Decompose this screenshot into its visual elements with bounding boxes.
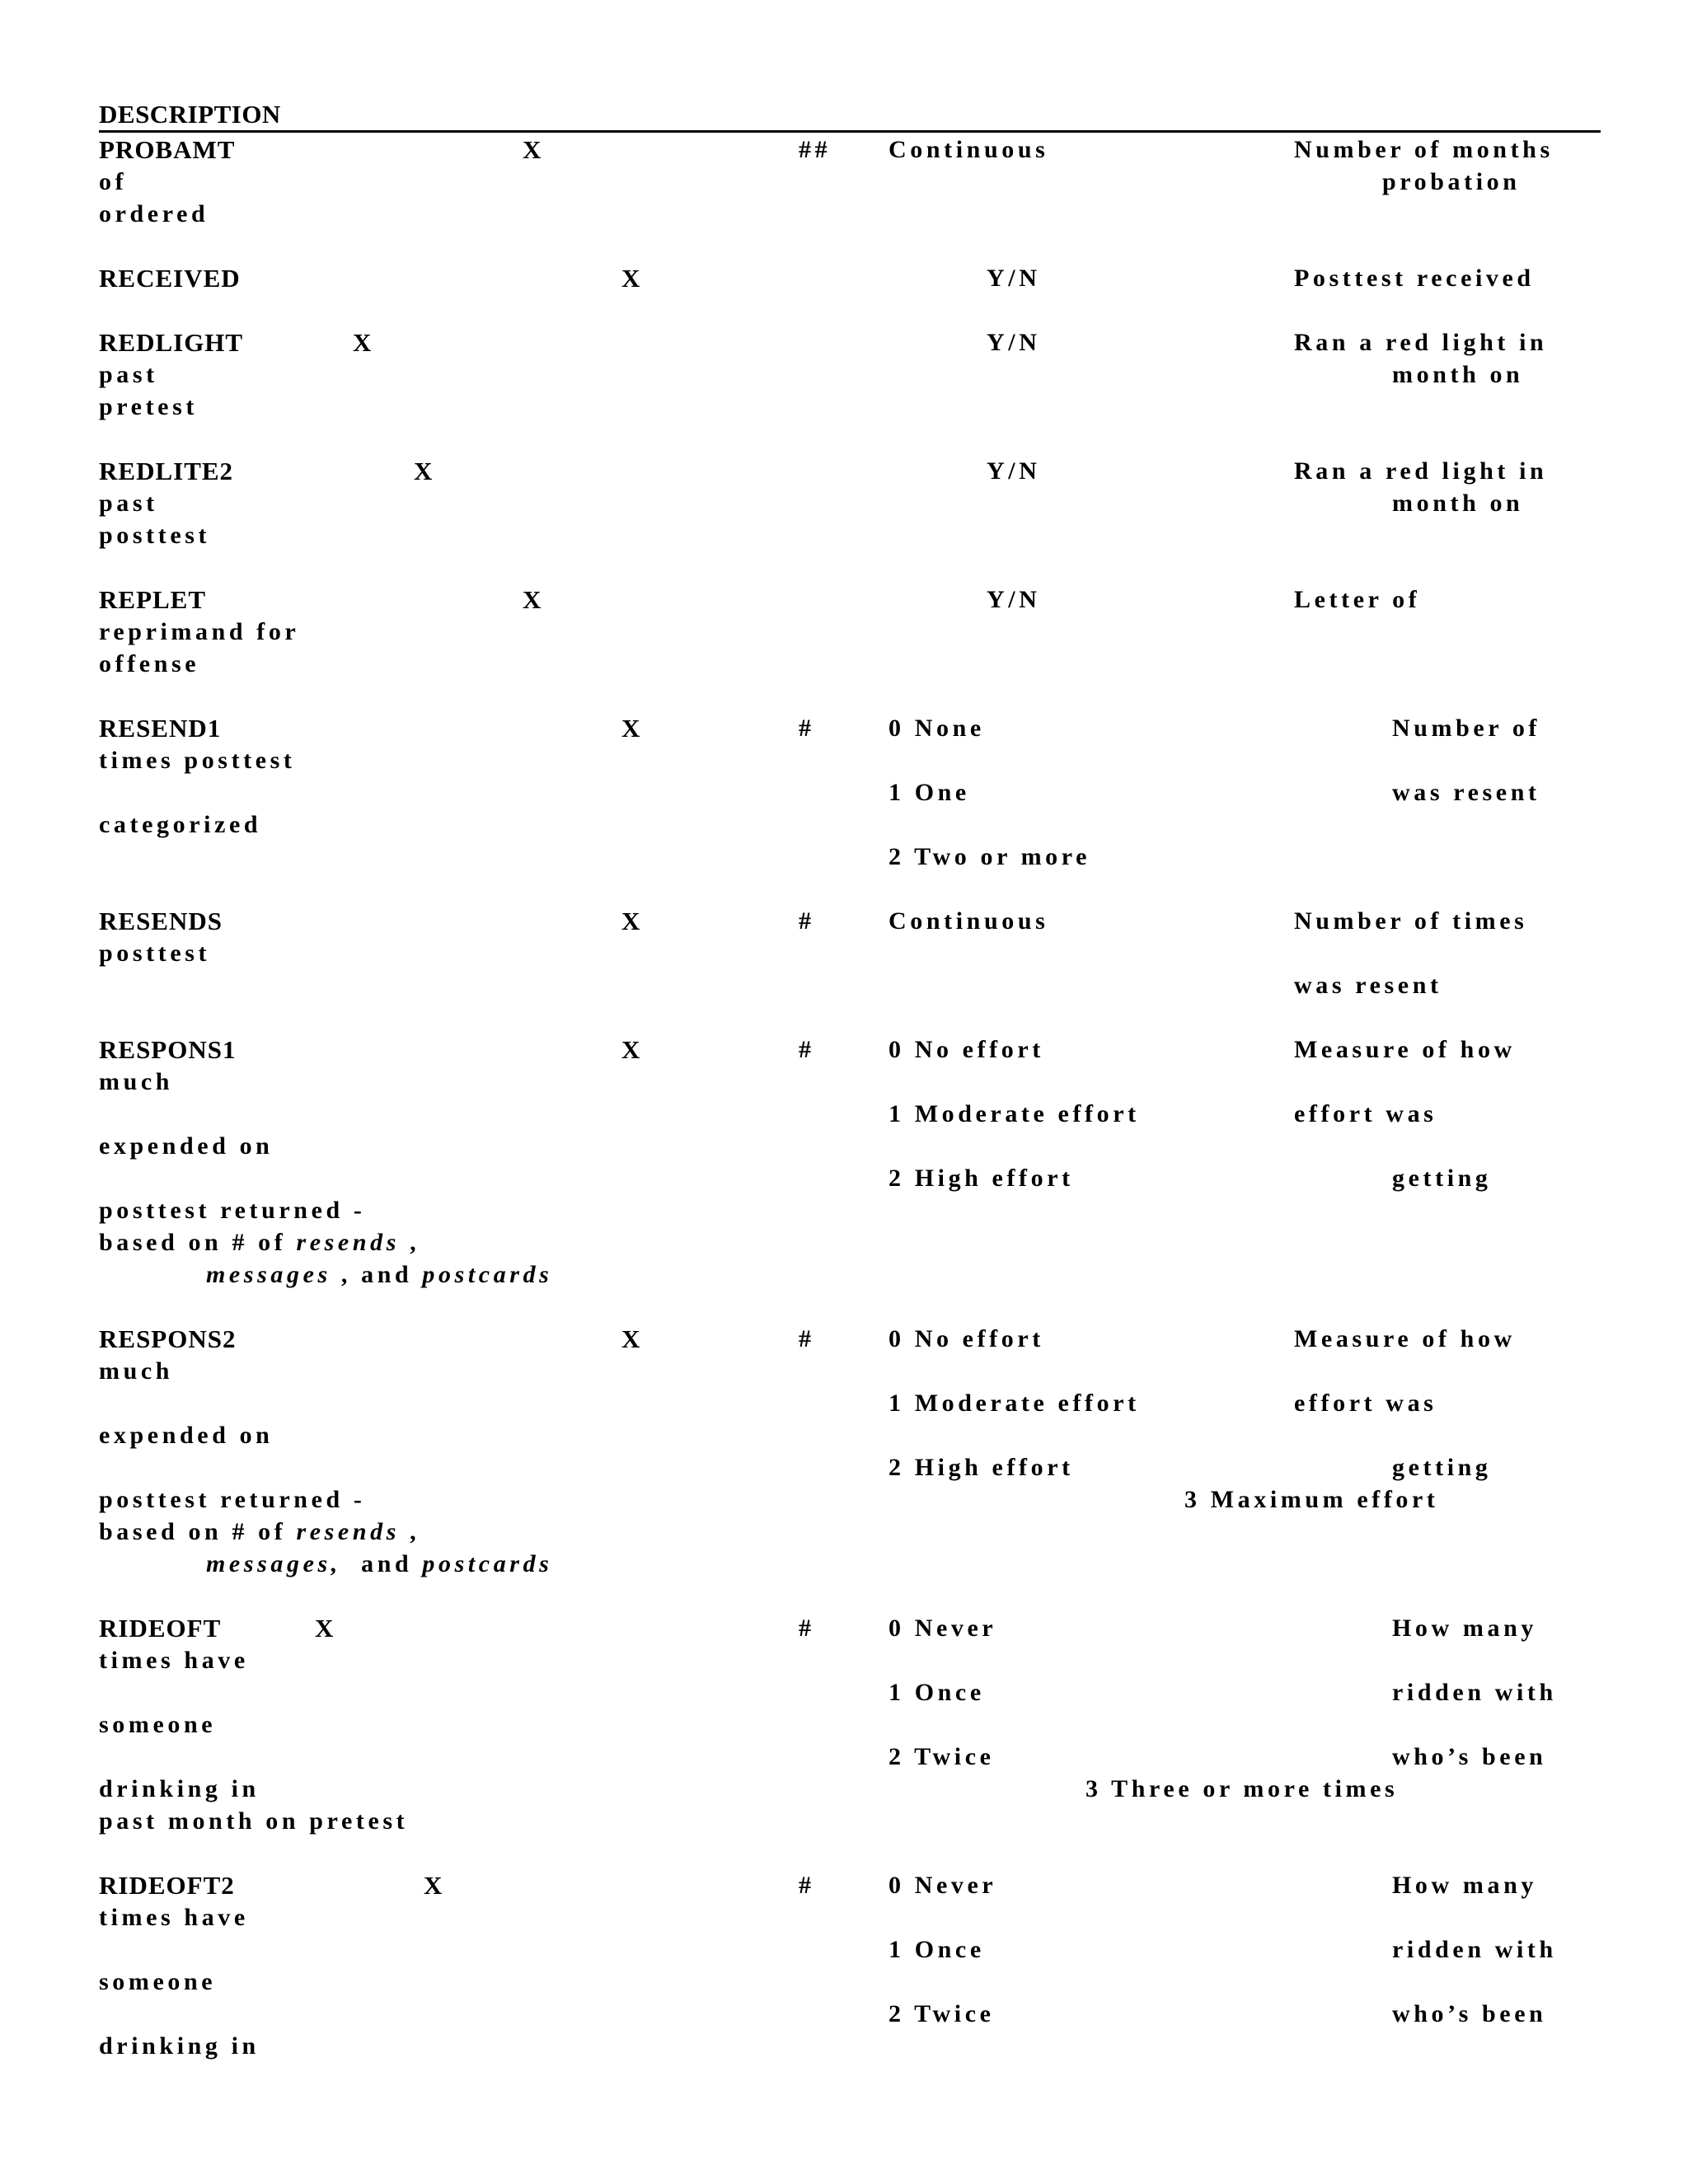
value-label: Y/N bbox=[987, 265, 1041, 292]
description-line: based on # of resends , bbox=[99, 1518, 420, 1545]
description-line: much bbox=[99, 1357, 174, 1385]
description-line: posttest returned - bbox=[99, 1486, 366, 1513]
description-line: Ran a red light in bbox=[1294, 457, 1548, 485]
description-line: Measure of how bbox=[1294, 1325, 1516, 1352]
description-line: based on # of resends , bbox=[99, 1229, 420, 1256]
value-label: 3 Maximum effort bbox=[1184, 1486, 1439, 1513]
description-line: was resent bbox=[1392, 779, 1540, 806]
column-mark: X bbox=[621, 1035, 640, 1064]
column-mark: X bbox=[621, 1324, 640, 1353]
description-line: of bbox=[99, 168, 128, 195]
description-line: getting bbox=[1392, 1454, 1492, 1481]
value-label: 0 Never bbox=[889, 1615, 997, 1642]
value-label: 0 No effort bbox=[889, 1325, 1044, 1352]
value-label: 2 Twice bbox=[889, 2000, 995, 2027]
description-line: month on bbox=[1392, 361, 1524, 388]
description-line: expended on bbox=[99, 1132, 274, 1160]
type-mark: # bbox=[799, 1615, 815, 1642]
description-line: drinking in bbox=[99, 2032, 260, 2060]
description-line: reprimand for bbox=[99, 618, 300, 645]
description-line: posttest bbox=[99, 940, 211, 967]
column-mark: X bbox=[523, 585, 542, 614]
description-line: ridden with bbox=[1392, 1679, 1557, 1706]
type-mark: ## bbox=[799, 136, 832, 163]
variable-name: RESPONS2 bbox=[99, 1324, 237, 1353]
description-line: posttest returned - bbox=[99, 1197, 366, 1224]
value-label: 0 No effort bbox=[889, 1036, 1044, 1063]
description-line: who’s been bbox=[1392, 2000, 1547, 2027]
variable-name: RESPONS1 bbox=[99, 1035, 237, 1064]
description-line: ridden with bbox=[1392, 1936, 1557, 1963]
description-line: How many bbox=[1392, 1615, 1537, 1642]
description-line: Number of months bbox=[1294, 136, 1554, 163]
column-mark: X bbox=[315, 1614, 334, 1643]
variable-name: PROBAMT bbox=[99, 135, 236, 164]
description-line: effort was bbox=[1294, 1390, 1437, 1417]
column-mark: X bbox=[523, 135, 542, 164]
value-label: 2 Twice bbox=[889, 1743, 995, 1770]
description-line: How many bbox=[1392, 1872, 1537, 1899]
type-mark: # bbox=[799, 1036, 815, 1063]
description-line: categorized bbox=[99, 811, 262, 838]
description-line: someone bbox=[99, 1968, 217, 1995]
description-line: posttest bbox=[99, 522, 211, 549]
column-mark: X bbox=[621, 907, 640, 935]
value-label: Y/N bbox=[987, 457, 1041, 485]
value-label: Continuous bbox=[889, 907, 1049, 935]
value-label: 0 None bbox=[889, 715, 985, 742]
value-label: Y/N bbox=[987, 329, 1041, 356]
value-label: 1 Moderate effort bbox=[889, 1100, 1140, 1127]
value-label: 2 High effort bbox=[889, 1454, 1074, 1481]
value-label: 2 High effort bbox=[889, 1165, 1074, 1192]
variable-name: RESEND1 bbox=[99, 714, 222, 743]
column-header-description: DESCRIPTION bbox=[99, 100, 281, 129]
description-line: ordered bbox=[99, 200, 209, 227]
description-line: past bbox=[99, 490, 158, 517]
type-mark: # bbox=[799, 907, 815, 935]
column-mark: X bbox=[424, 1871, 443, 1900]
column-mark: X bbox=[353, 328, 372, 357]
description-line: Ran a red light in bbox=[1294, 329, 1548, 356]
description-line: times have bbox=[99, 1904, 249, 1931]
column-mark: X bbox=[621, 714, 640, 743]
description-line: Number of bbox=[1392, 715, 1541, 742]
description-line: pretest bbox=[99, 393, 198, 420]
variable-name: RIDEOFT2 bbox=[99, 1871, 235, 1900]
type-mark: # bbox=[799, 1872, 815, 1899]
variable-name: REPLET bbox=[99, 585, 207, 614]
description-line: Measure of how bbox=[1294, 1036, 1516, 1063]
column-mark: X bbox=[414, 457, 433, 485]
description-line: someone bbox=[99, 1711, 217, 1738]
description-line: Posttest received bbox=[1294, 265, 1535, 292]
type-mark: # bbox=[799, 715, 815, 742]
variable-name: RESENDS bbox=[99, 907, 223, 935]
description-line: probation bbox=[1382, 168, 1521, 195]
value-label: 3 Three or more times bbox=[1085, 1775, 1399, 1802]
variable-name: RIDEOFT bbox=[99, 1614, 222, 1643]
description-line: getting bbox=[1392, 1165, 1492, 1192]
description-line: Number of times bbox=[1294, 907, 1528, 935]
description-line: month on bbox=[1392, 490, 1524, 517]
value-label: Y/N bbox=[987, 586, 1041, 613]
description-line: messages, and postcards bbox=[206, 1550, 553, 1577]
value-label: 1 Moderate effort bbox=[889, 1390, 1140, 1417]
description-line: was resent bbox=[1294, 972, 1442, 999]
value-label: 1 Once bbox=[889, 1936, 985, 1963]
value-label: Continuous bbox=[889, 136, 1049, 163]
description-line: times posttest bbox=[99, 747, 296, 774]
value-label: 1 One bbox=[889, 779, 970, 806]
description-line: past month on pretest bbox=[99, 1807, 409, 1835]
description-line: messages , and postcards bbox=[206, 1261, 553, 1288]
column-mark: X bbox=[621, 264, 640, 293]
type-mark: # bbox=[799, 1325, 815, 1352]
description-line: who’s been bbox=[1392, 1743, 1547, 1770]
description-line: times have bbox=[99, 1647, 249, 1674]
variable-name: REDLITE2 bbox=[99, 457, 234, 485]
value-label: 0 Never bbox=[889, 1872, 997, 1899]
description-line: offense bbox=[99, 650, 200, 677]
description-line: Letter of bbox=[1294, 586, 1421, 613]
value-label: 1 Once bbox=[889, 1679, 985, 1706]
description-line: past bbox=[99, 361, 158, 388]
description-line: much bbox=[99, 1068, 174, 1095]
value-label: 2 Two or more bbox=[889, 843, 1091, 870]
header-rule bbox=[99, 130, 1601, 133]
description-line: effort was bbox=[1294, 1100, 1437, 1127]
variable-name: RECEIVED bbox=[99, 264, 241, 293]
variable-name: REDLIGHT bbox=[99, 328, 244, 357]
description-line: expended on bbox=[99, 1422, 274, 1449]
description-line: drinking in bbox=[99, 1775, 260, 1802]
